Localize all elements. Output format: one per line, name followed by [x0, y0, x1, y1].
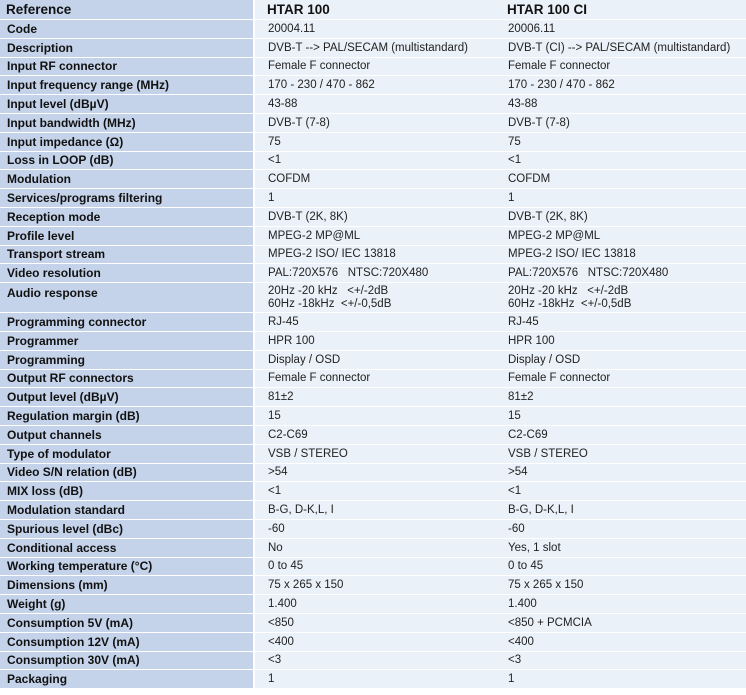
- row-label: Audio response: [0, 283, 255, 313]
- value-htar-100: 1.400: [255, 595, 495, 614]
- table-row: [0, 133, 746, 152]
- table-row: [0, 20, 746, 39]
- value-htar-100-ci: DVB-T (7-8): [495, 114, 746, 133]
- table-row: [0, 482, 746, 501]
- table-row: [0, 332, 746, 351]
- value-htar-100-ci: Yes, 1 slot: [495, 539, 746, 558]
- table-row: [0, 39, 746, 58]
- row-label: Input frequency range (MHz): [0, 76, 255, 95]
- value-htar-100-ci: <1: [495, 152, 746, 171]
- header-htar-100: HTAR 100: [255, 0, 495, 20]
- value-htar-100-ci: 75: [495, 133, 746, 152]
- value-htar-100-ci: B-G, D-K,L, I: [495, 501, 746, 520]
- value-htar-100: -60: [255, 520, 495, 539]
- table-row: [0, 576, 746, 595]
- value-htar-100-ci: RJ-45: [495, 313, 746, 332]
- table-row: [0, 558, 746, 577]
- value-line: 60Hz -18kHz <+/-0,5dB: [268, 297, 392, 310]
- value-htar-100: <1: [255, 152, 495, 171]
- row-label: Video resolution: [0, 264, 255, 283]
- row-label: Conditional access: [0, 539, 255, 558]
- value-htar-100-ci: 75 x 265 x 150: [495, 576, 746, 595]
- value-htar-100-ci: <850 + PCMCIA: [495, 614, 746, 633]
- value-htar-100-ci: 43-88: [495, 95, 746, 114]
- value-htar-100-ci: VSB / STEREO: [495, 445, 746, 464]
- row-label: Dimensions (mm): [0, 576, 255, 595]
- table-row: [0, 170, 746, 189]
- row-label: MIX loss (dB): [0, 482, 255, 501]
- value-htar-100: DVB-T (2K, 8K): [255, 208, 495, 227]
- value-htar-100: C2-C69: [255, 426, 495, 445]
- value-htar-100-ci: MPEG-2 ISO/ IEC 13818: [495, 246, 746, 265]
- value-htar-100: 75 x 265 x 150: [255, 576, 495, 595]
- table-row: [0, 445, 746, 464]
- value-htar-100-ci: PAL:720X576 NTSC:720X480: [495, 264, 746, 283]
- value-htar-100: Display / OSD: [255, 351, 495, 370]
- row-label: Type of modulator: [0, 445, 255, 464]
- row-label: Output level (dBµV): [0, 388, 255, 407]
- row-label: Transport stream: [0, 246, 255, 265]
- table-row: [0, 227, 746, 246]
- row-label: Programmer: [0, 332, 255, 351]
- value-htar-100-ci: C2-C69: [495, 426, 746, 445]
- value-htar-100: 0 to 45: [255, 558, 495, 577]
- table-row: [0, 95, 746, 114]
- row-label: Regulation margin (dB): [0, 407, 255, 426]
- table-row: [0, 520, 746, 539]
- row-label: Output RF connectors: [0, 370, 255, 389]
- value-htar-100: 75: [255, 133, 495, 152]
- table-row: [0, 614, 746, 633]
- value-htar-100: MPEG-2 ISO/ IEC 13818: [255, 246, 495, 265]
- value-htar-100: HPR 100: [255, 332, 495, 351]
- value-htar-100-ci: 1: [495, 670, 746, 689]
- value-htar-100: DVB-T --> PAL/SECAM (multistandard): [255, 39, 495, 58]
- row-label: Consumption 5V (mA): [0, 614, 255, 633]
- row-label: Input bandwidth (MHz): [0, 114, 255, 133]
- table-row: [0, 407, 746, 426]
- row-label: Output channels: [0, 426, 255, 445]
- value-line: 20Hz -20 kHz <+/-2dB: [508, 284, 629, 297]
- value-htar-100-ci: Display / OSD: [495, 351, 746, 370]
- row-label: Input impedance (Ω): [0, 133, 255, 152]
- row-label: Packaging: [0, 670, 255, 689]
- value-htar-100: 43-88: [255, 95, 495, 114]
- value-htar-100: [255, 283, 495, 313]
- value-htar-100: <850: [255, 614, 495, 633]
- value-htar-100: MPEG-2 MP@ML: [255, 227, 495, 246]
- value-htar-100-ci: MPEG-2 MP@ML: [495, 227, 746, 246]
- table-row: [0, 539, 746, 558]
- row-label: Reception mode: [0, 208, 255, 227]
- table-row: [0, 652, 746, 671]
- value-htar-100-ci: 1.400: [495, 595, 746, 614]
- value-htar-100: B-G, D-K,L, I: [255, 501, 495, 520]
- value-htar-100-ci: <1: [495, 482, 746, 501]
- table-row: [0, 388, 746, 407]
- value-htar-100: <3: [255, 652, 495, 671]
- value-htar-100-ci: <400: [495, 633, 746, 652]
- value-htar-100-ci: HPR 100: [495, 332, 746, 351]
- value-htar-100-ci: 15: [495, 407, 746, 426]
- header-reference: Reference: [0, 0, 255, 20]
- value-htar-100-ci: 20006.11: [495, 20, 746, 39]
- value-line: 60Hz -18kHz <+/-0,5dB: [508, 297, 632, 310]
- table-row: [0, 208, 746, 227]
- value-htar-100: No: [255, 539, 495, 558]
- value-htar-100: 1: [255, 670, 495, 689]
- row-label: Video S/N relation (dB): [0, 464, 255, 483]
- value-htar-100: PAL:720X576 NTSC:720X480: [255, 264, 495, 283]
- value-htar-100-ci: Female F connector: [495, 58, 746, 77]
- row-label: Code: [0, 20, 255, 39]
- table-row: [0, 76, 746, 95]
- value-htar-100: COFDM: [255, 170, 495, 189]
- row-label: Programming connector: [0, 313, 255, 332]
- row-label: Modulation: [0, 170, 255, 189]
- table-row: [0, 351, 746, 370]
- value-htar-100-ci: <3: [495, 652, 746, 671]
- row-label: Modulation standard: [0, 501, 255, 520]
- row-label: Input level (dBµV): [0, 95, 255, 114]
- table-row: [0, 370, 746, 389]
- value-htar-100: 1: [255, 189, 495, 208]
- value-htar-100: RJ-45: [255, 313, 495, 332]
- spec-body: [0, 20, 746, 689]
- header-row: [0, 0, 746, 20]
- table-row: [0, 313, 746, 332]
- value-htar-100-ci: DVB-T (CI) --> PAL/SECAM (multistandard): [495, 39, 746, 58]
- value-htar-100: <400: [255, 633, 495, 652]
- value-htar-100: VSB / STEREO: [255, 445, 495, 464]
- row-label: Consumption 12V (mA): [0, 633, 255, 652]
- header-htar-100-ci: HTAR 100 CI: [495, 0, 746, 20]
- value-htar-100: Female F connector: [255, 370, 495, 389]
- value-htar-100: <1: [255, 482, 495, 501]
- table-row: [0, 114, 746, 133]
- value-htar-100: >54: [255, 464, 495, 483]
- value-htar-100-ci: Female F connector: [495, 370, 746, 389]
- row-label: Services/programs filtering: [0, 189, 255, 208]
- value-line: 20Hz -20 kHz <+/-2dB: [268, 284, 389, 297]
- value-htar-100: Female F connector: [255, 58, 495, 77]
- row-label: Input RF connector: [0, 58, 255, 77]
- row-label: Consumption 30V (mA): [0, 652, 255, 671]
- table-row: [0, 283, 746, 313]
- table-row: [0, 426, 746, 445]
- table-row: [0, 595, 746, 614]
- value-htar-100-ci: 81±2: [495, 388, 746, 407]
- value-htar-100-ci: DVB-T (2K, 8K): [495, 208, 746, 227]
- table-row: [0, 58, 746, 77]
- table-row: [0, 464, 746, 483]
- table-row: [0, 152, 746, 171]
- value-htar-100: 15: [255, 407, 495, 426]
- value-htar-100-ci: -60: [495, 520, 746, 539]
- value-htar-100: 81±2: [255, 388, 495, 407]
- value-htar-100-ci: [495, 283, 746, 313]
- row-label: Description: [0, 39, 255, 58]
- value-htar-100: 170 - 230 / 470 - 862: [255, 76, 495, 95]
- value-htar-100-ci: 170 - 230 / 470 - 862: [495, 76, 746, 95]
- value-htar-100-ci: 1: [495, 189, 746, 208]
- row-label: Loss in LOOP (dB): [0, 152, 255, 171]
- table-row: [0, 246, 746, 265]
- row-label: Working temperature (°C): [0, 558, 255, 577]
- value-htar-100: DVB-T (7-8): [255, 114, 495, 133]
- value-htar-100-ci: 0 to 45: [495, 558, 746, 577]
- table-row: [0, 501, 746, 520]
- value-htar-100: 20004.11: [255, 20, 495, 39]
- row-label: Profile level: [0, 227, 255, 246]
- value-htar-100-ci: >54: [495, 464, 746, 483]
- table-row: [0, 264, 746, 283]
- row-label: Spurious level (dBc): [0, 520, 255, 539]
- table-row: [0, 670, 746, 689]
- table-row: [0, 633, 746, 652]
- value-htar-100-ci: COFDM: [495, 170, 746, 189]
- table-row: [0, 189, 746, 208]
- row-label: Programming: [0, 351, 255, 370]
- row-label: Weight (g): [0, 595, 255, 614]
